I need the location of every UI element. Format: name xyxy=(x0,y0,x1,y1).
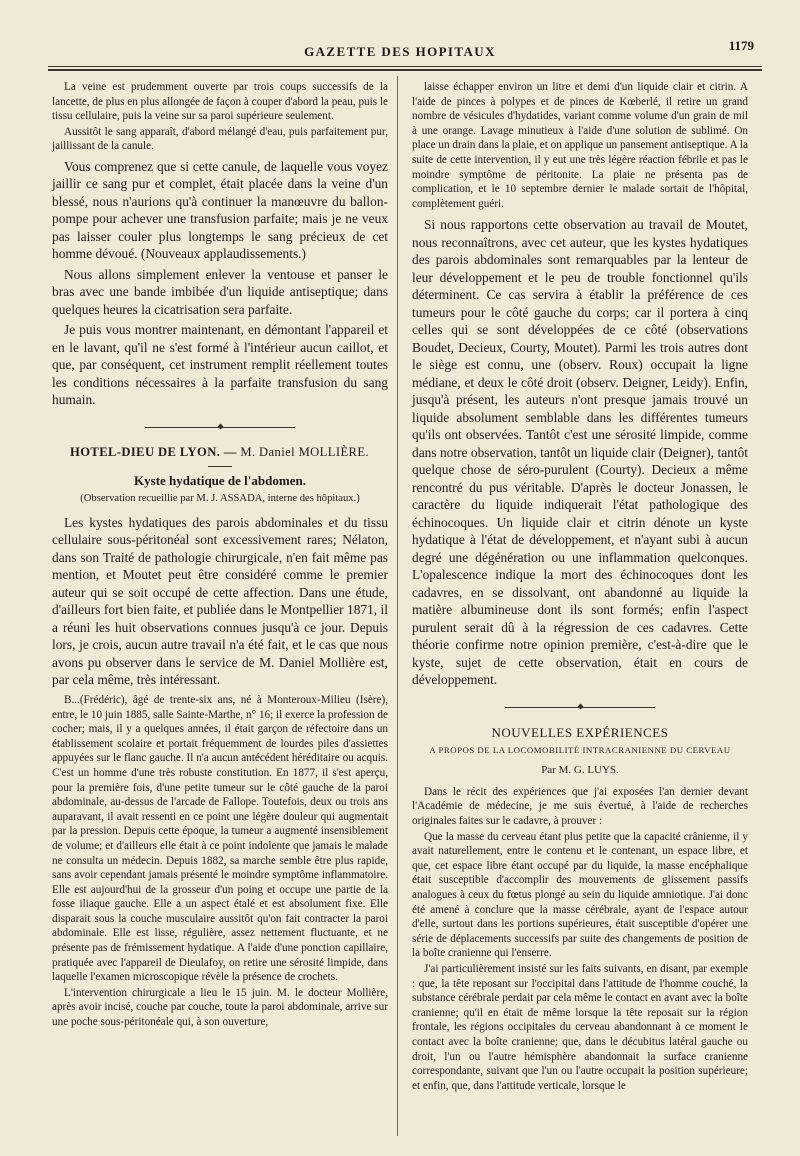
page-number: 1179 xyxy=(728,38,754,53)
paragraph: Les kystes hydatiques des parois abdominales et du tissu cellulaire sous-péritonéal sont excessivement rares; Nélaton, dans son Traité de pathologie chirurgicale, n'en fait même pas mention, et Moutet peut être considéré comme le premier auteur qui se soit occupé de cette affection. Dans une étude, d'ailleurs fort bien faite, et publiée dans le Montpellier 1871, il a réuni les huit observations connues jusqu'à ce jour. Depuis lors, je crois, aucun autre travail n'a été fait, et le cas que nous avons pu observer dans le service de M. Daniel Mollière est, par cela même, très intéressant. xyxy=(52,514,388,688)
left-column xyxy=(52,80,388,1031)
paragraph: laisse échapper environ un litre et demi d'un liquide clair et citrin. A l'aide de pinces à polypes et de pinces de Kœberlé, il retire un grand nombre de vésicules d'hydatides, variant comme volume d'un grain de mil à une orange. Lavage minutieux à l'aide d'une solution de sublimé. On place un drain dans la plaie, et on applique un pansement antiseptique. A la suite de cette intervention, il y eut une très légère réaction fébrile et pas le moindre symptôme de péritonite. La plaie ne présenta pas de complication, et le 10 septembre dernier le malade sortait de l'hôpital, complètement guéri. xyxy=(412,81,748,210)
paragraph: Aussitôt le sang apparaît, d'abord mélangé d'eau, puis parfaitement pur, jaillissant de la canule. xyxy=(52,125,388,153)
paragraph: Vous comprenez que si cette canule, de laquelle vous voyez jaillir ce sang pur et complet, était placée dans la veine d'un blessé, nous n'aurions qu'à continuer la manœuvre du ballon-pompe pour achever une transfusion parfaite; mais je ne veux pas laisser couler plus longtemps le sang précieux de cet homme dévoué. (Nouveaux applaudissements.) xyxy=(52,158,388,262)
paragraph: Nous allons simplement enlever la ventouse et panser le bras avec une bande imbibée d'un liquide antiseptique; dans quelques heures la cicatrisation sera parfaite. xyxy=(52,266,388,317)
section-subtitle: A PROPOS DE LA LOCOMOBILITÉ INTRACRANIENNE DU CERVEAU xyxy=(429,744,731,755)
paragraph: L'intervention chirurgicale a lieu le 15 juin. M. le docteur Mollière, après avoir incisé, couche par couche, toute la paroi abdominale, arrive sur une poche sous-péritonéale qui, à son ouverture, xyxy=(52,986,388,1029)
paragraph: La veine est prudemment ouverte par trois coups successifs de la lancette, de plus en plus allongée de façon à couper d'abord la peau, puis le tissu cellulaire, puis la veine sur sa paroi supérieure seulement. xyxy=(52,81,388,123)
paragraph: Dans le récit des expériences que j'ai exposées l'an dernier devant l'Académie de médecine, je me suis évertué, à l'aide de recherches originales faites sur le cadavre, à prouver : xyxy=(412,785,748,828)
section-heading xyxy=(70,445,388,460)
section-title: HOTEL-DIEU DE LYON. — xyxy=(70,444,237,459)
right-column xyxy=(412,80,748,1094)
paragraph: Si nous rapportons cette observation au travail de Moutet, nous reconnaîtrons, avec cet auteur, que les kystes hydatiques des parois abdominales sont remarquables par la lenteur de leur développement et le peu de trouble fonctionnel qu'ils déterminent. Ce cas servira à établir la préférence de ces tumeurs pour le côté gauche du corps; car il portera à cinq celles qui se sont développées de ce côté (observations Boudet, Decieux, Courty, Moutet). Parmi les trois autres dont le siège est connu, une (observ. Roux) occupait la ligne médiane, et deux le côté droit (observ. Deigner, Leidy). Enfin, jusqu'à présent, les auteurs n'ont presque jamais trouvé un liquide absolument semblable dans les différentes tumeurs qu'ils ont observées. Tantôt c'est une sérosité limpide, comme dans notre observation, tantôt un liquide clair (Deigner), tantôt quelque chose de séro-purulent (Courty). Decieux a même rencontré du pus véritable. D'après le docteur Jonassen, le caractère du liquide indiquerait l'état pathologique des échinocoques. Un liquide clair et citrin dénote un kyste hydatique à l'état de développement, et n'ayant subi à aucun degré une dégénération ou une inflammation quelconques. L'opalescence indique la mort des échinocoques dont les cadavres, en se dissolvant, ont abandonné au liquide la matière albumineuse dont ils sont formés; enfin l'aspect purulent serait dû à la régression de ces cadavres. Cette théorie confirme notre opinion première, c'est-à-dire que le kyste, sujet de cette observation, était en cours de développement. xyxy=(412,217,748,688)
article-subtitle: Kyste hydatique de l'abdomen. xyxy=(134,472,306,488)
journal-title: GAZETTE DES HOPITAUX xyxy=(304,44,496,59)
section-title: NOUVELLES EXPÉRIENCES xyxy=(491,724,669,740)
header-rule xyxy=(48,66,762,67)
section-author: M. Daniel MOLLIÈRE. xyxy=(240,444,369,459)
column-divider xyxy=(397,76,398,1136)
separator-ornament xyxy=(505,703,655,711)
paragraph: Que la masse du cerveau étant plus petite que la capacité crânienne, il y avait naturellement, entre le contenu et le contenant, un espace libre, et que, cet espace libre étant occupé par du liquide, la masse encéphalique était susceptible d'accomplir des mouvements de glissement passifs analogues à ceux du fœtus plongé au sein du liquide amniotique. J'ai donc été amené à conclure que la masse cérébrale, ayant de l'espace autour d'elle, surtout dans les portions supérieures, était susceptible d'opérer une série de déplacements successifs par suite des changements de position de la boîte cranienne qui l'enserre. xyxy=(412,830,748,960)
paragraph: B...(Frédéric), âgé de trente-six ans, né à Monteroux-Milieu (Isère), entre, le 10 juin 1885, salle Sainte-Marthe, n° 16; il exerce la profession de cocher; mais, il y a quelques années, il était garçon de réfectoire dans un établissement scolaire et portait fréquemment de lourdes piles d'assiettes appuyées sur le flanc gauche. Il n'a aucun antécédent héréditaire ou acquis. C'est un homme d'une très robuste constitution. En 1877, il s'est aperçu, pour la première fois, d'une petite tumeur sur le côté gauche de la paroi abdominale, au-dessus de l'arcade de Fallope. Toutefois, deux ou trois ans auparavant, il avait ressenti en ce point une légère douleur qui augmentait par la pression. Depuis cette époque, la tumeur a augmenté insensiblement de volume; et d'ailleurs elle était à ce point indolente que jamais le malade ne consulta un médecin. Depuis 1882, sa marche semble être plus rapide, sans avoir cependant jamais présenté le moindre symptôme inflammatoire. Elle est aujourd'hui de la grosseur d'un poing et occupe une partie de la fosse iliaque gauche. Elle a un aspect étalé et est absolument fixe. Elle disparait sous la couche musculaire aussitôt qu'on fait contracter la paroi abdominale. Elle est lisse, régulière, assez nettement fluctuante, et ne présente pas de frémissement hydatique. A l'aide d'une ponction capillaire, pratiquée avec l'appareil de Dieulafoy, on retire une sérosité limpide, dans laquelle l'examen microscopique révèle la présence de crochets. xyxy=(52,693,388,984)
separator-ornament xyxy=(145,423,295,431)
paragraph: J'ai particulièrement insisté sur les faits suivants, en disant, par exemple : que, la tête reposant sur l'occipital dans l'attitude de l'homme couché, la substance cérébrale perdait par cela même le contact en avant avec la boîte cranienne; qu'il en était de même lorsque la tête reposait sur la région frontale, les régions occipitales du cerveau abandonnant à ce moment le contact avec la boîte cranienne; que, dans le décubitus latéral gauche ou droit, l'un ou l'autre hémisphère abandonnait la surface cranienne correspondante, suivant que l'un ou l'autre occupait la position supérieure; et enfin, que, dans l'attitude verticale, lorsque le xyxy=(412,962,748,1092)
header-rule-thick xyxy=(48,69,762,71)
short-rule xyxy=(208,466,232,467)
running-head xyxy=(0,38,800,62)
article-author: Par M. G. LUYS. xyxy=(541,763,619,776)
paragraph: Je puis vous montrer maintenant, en démontant l'appareil et en le lavant, qu'il ne s'est formé à l'intérieur aucun caillot, et que, par conséquent, cet instrument remplit réellement toutes les conditions nécessaires à la parfaite transfusion du sang humain. xyxy=(52,322,388,408)
observation-note: (Observation recueillie par M. J. ASSADA, interne des hôpitaux.) xyxy=(80,492,360,504)
